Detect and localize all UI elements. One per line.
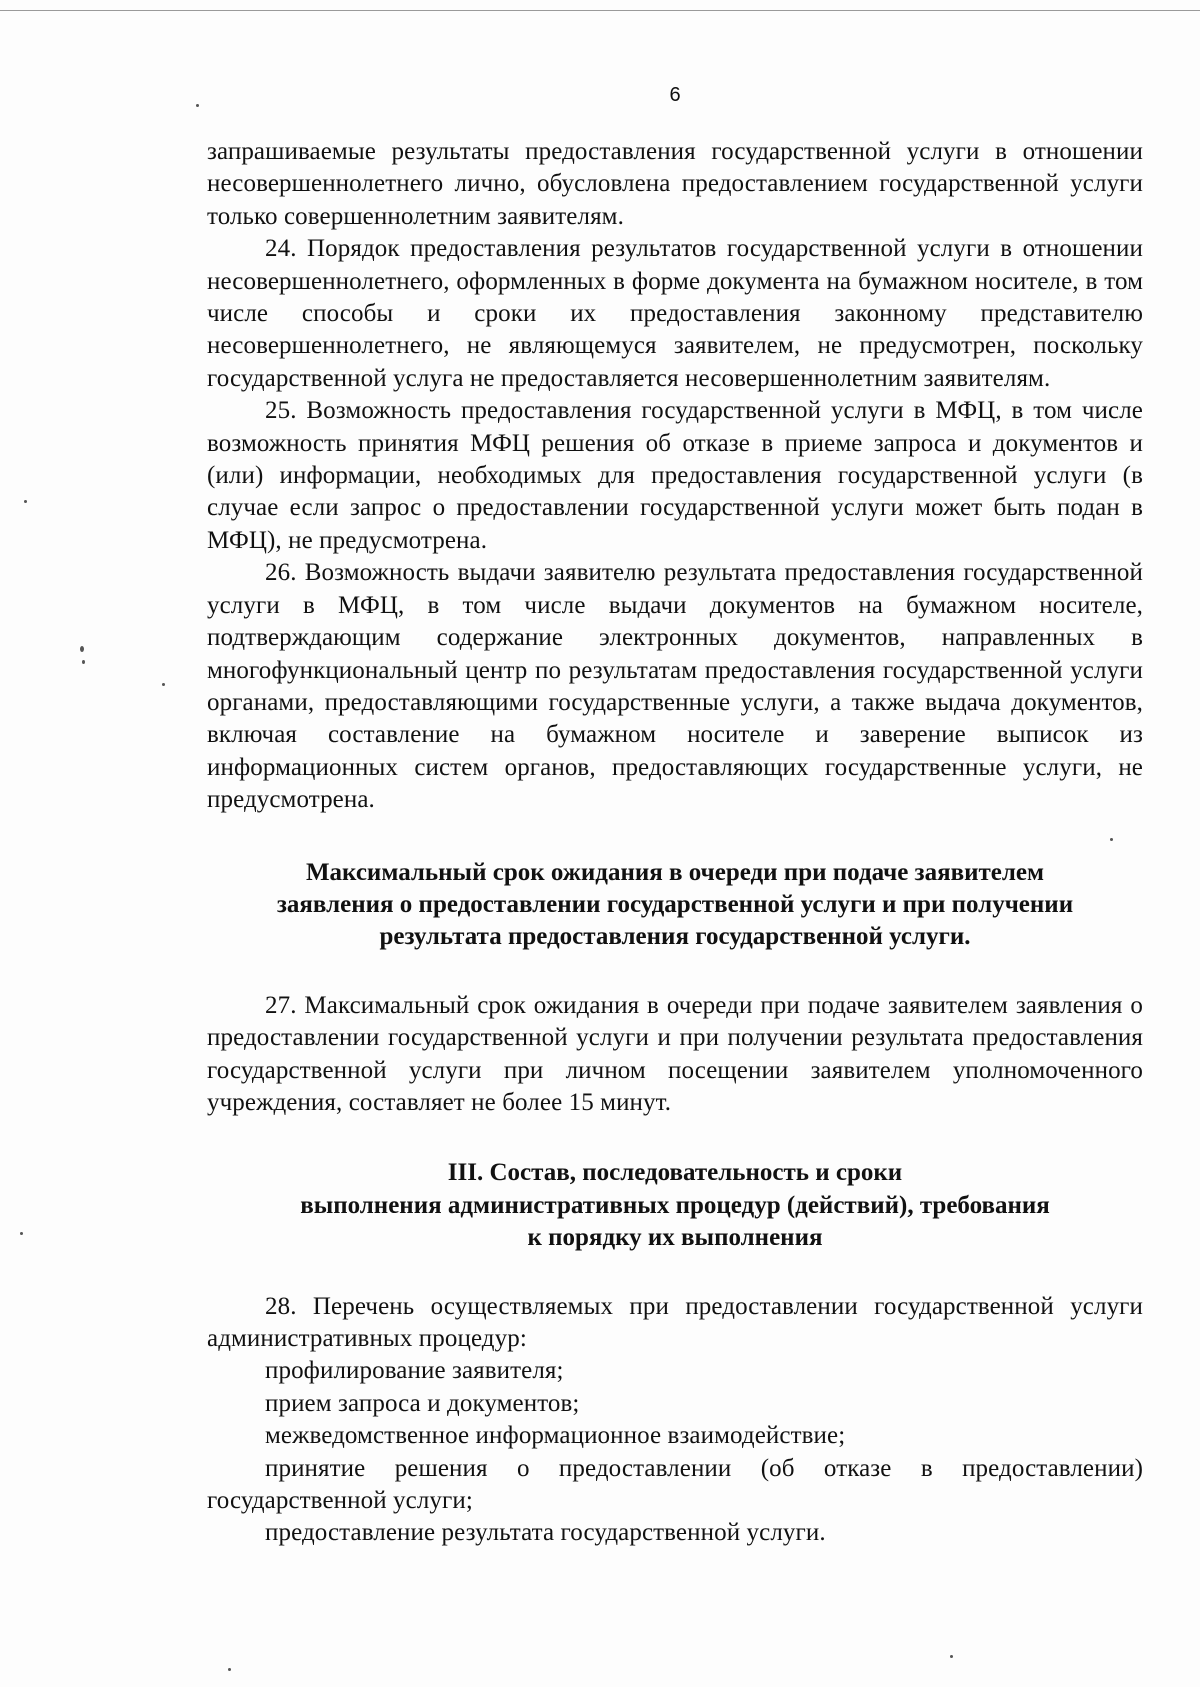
page-number: 6	[669, 84, 681, 106]
procedure-list-item: предоставление результата государственной услуги.	[265, 1519, 826, 1547]
paragraph-25: 25. Возможность предоставления государственной услуги в МФЦ, в том числе возможность принятия МФЦ решения об отказе в приеме запроса и документов и (или) информации, необходимых для предоставления государственной услуги (в случае если запрос о предоставлении государственной услуги может быть подан в МФЦ), не предусмотрена.	[207, 397, 1143, 554]
heading-max-wait-line-1: Максимальный срок ожидания в очереди при подаче заявителем	[305, 858, 1045, 886]
heading-section-3	[207, 1157, 1143, 1254]
heading-max-wait-line-2: заявления о предоставлении государственной услуги и при получении	[276, 890, 1074, 918]
heading-max-wait-time	[207, 857, 1143, 954]
paragraph-24: 24. Порядок предоставления результатов государственной услуги в отношении несовершеннолетнего, оформленных в форме документа на бумажном носителе, в том числе способы и сроки их предоставления законному представителю несовершеннолетнего, не являющемуся заявителем, не предусмотрен, поскольку государственной услуга не предоставляется несовершеннолетним заявителям.	[207, 235, 1143, 392]
heading-section-3-line-3: к порядку их выполнения	[527, 1224, 823, 1252]
scan-speck	[228, 1668, 231, 1671]
scan-speck	[950, 1655, 953, 1658]
scan-speck	[80, 646, 84, 652]
paragraph-continuation: запрашиваемые результаты предоставления государственной услуги в отношении несовершеннолетнего лично, обусловлена предоставлением государственной услуги только совершеннолетним заявителям.	[207, 138, 1143, 230]
scan-speck	[82, 660, 85, 664]
procedure-list-item: принятие решения о предоставлении (об отказе в предоставлении) государственной услуги;	[207, 1454, 1143, 1515]
heading-section-3-line-2: выполнения административных процедур (действий), требования	[300, 1191, 1050, 1219]
document-body	[207, 136, 1143, 1550]
procedure-list-item: профилирование заявителя;	[265, 1357, 564, 1385]
scan-speck	[1110, 838, 1113, 841]
heading-section-3-line-1: III. Состав, последовательность и сроки	[447, 1159, 903, 1187]
procedure-list-item: прием запроса и документов;	[265, 1389, 580, 1417]
scan-top-edge-line	[0, 10, 1200, 11]
scan-speck	[196, 104, 199, 107]
paragraph-28: 28. Перечень осуществляемых при предоставлении государственной услуги административных процедур:	[207, 1292, 1143, 1352]
paragraph-26: 26. Возможность выдачи заявителю результата предоставления государственной услуги в МФЦ, в том числе выдачи документов на бумажном носителе, подтверждающим содержание электронных документов, направленных в многофункциональный центр по результатам предоставления государственной услуги органами, предоставляющими государственные услуги, а также выдача документов, включая составление на бумажном носителе и заверение выписок из информационных систем органов, предоставляющих государственные услуги, не предусмотрена.	[207, 559, 1143, 814]
procedure-list-item: межведомственное информационное взаимодействие;	[265, 1422, 846, 1450]
scan-speck	[24, 500, 27, 503]
paragraph-27: 27. Максимальный срок ожидания в очереди при подаче заявителем заявления о предоставлении государственной услуги и при получении результата предоставления государственной услуги при личном посещении заявителем уполномоченного учреждения, составляет не более 15 минут.	[207, 991, 1143, 1116]
scan-speck	[20, 1232, 23, 1235]
heading-max-wait-line-3: результата предоставления государственной услуги.	[379, 923, 971, 951]
scan-speck	[162, 683, 165, 686]
